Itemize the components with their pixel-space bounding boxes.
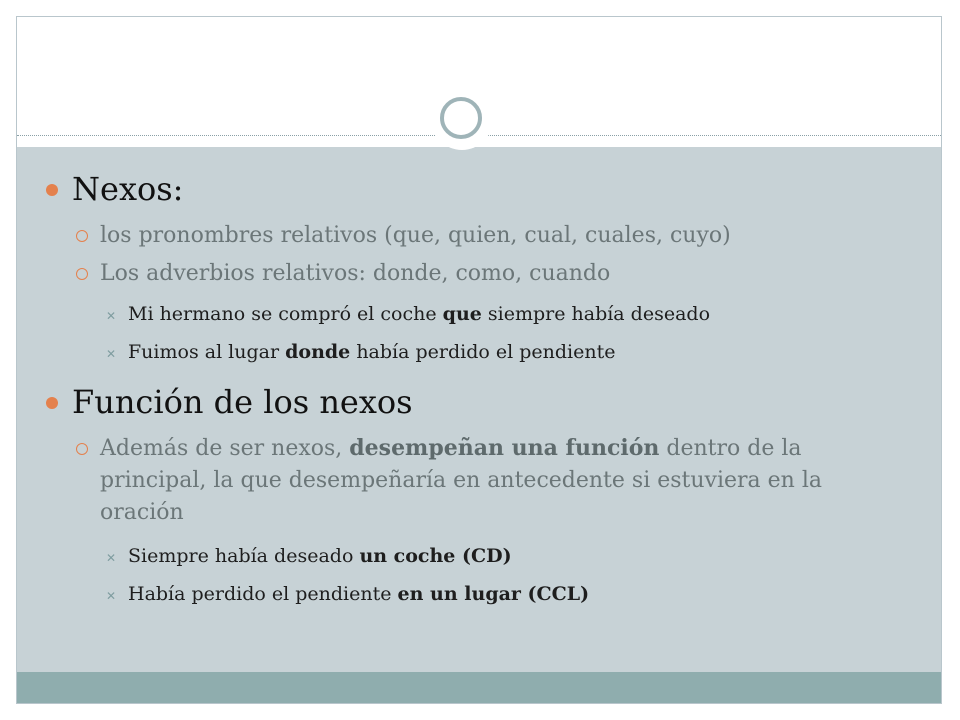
example-text: Mi hermano se compró el coche [128,303,443,325]
example-cd [128,545,512,567]
bullet-pronombres: los pronombres relativos (que, quien, cual, cuales, cuyo) [100,223,731,248]
example-bold: un coche (CD) [359,545,512,567]
example-text: Había perdido el pendiente [128,583,398,605]
heading-funcion: Función de los nexos [72,383,413,421]
example-que [128,303,710,325]
example-bold: que [442,303,482,325]
bullet-adverbios: Los adverbios relativos: donde, como, cuando [100,261,611,286]
bullet-dot-icon [46,397,58,409]
example-text: siempre había deseado [481,303,711,325]
desc-text: Además de ser nexos, [100,436,350,461]
example-bold: donde [285,341,351,363]
bullet-cross-icon: ✕ [106,347,117,361]
bullet-funcion-desc [100,432,900,529]
bullet-circle-icon [76,230,88,242]
desc-bold: desempeñan una función [349,435,660,461]
example-bold: en un lugar (CCL) [397,583,590,605]
desc-text: dentro de la principal, la que desempeñaría en antecedente si estuviera en la oración [100,436,822,525]
example-text: había perdido el pendiente [350,341,616,363]
bullet-cross-icon: ✕ [106,309,117,323]
example-ccl [128,583,589,605]
example-donde [128,341,615,363]
example-text: Siempre había deseado [128,545,360,567]
bullet-dot-icon [46,184,58,196]
heading-nexos: Nexos: [72,170,184,208]
bullet-circle-icon [76,443,88,455]
bullet-cross-icon: ✕ [106,589,117,603]
bullet-circle-icon [76,268,88,280]
example-text: Fuimos al lugar [128,341,286,363]
bullet-cross-icon: ✕ [106,551,117,565]
